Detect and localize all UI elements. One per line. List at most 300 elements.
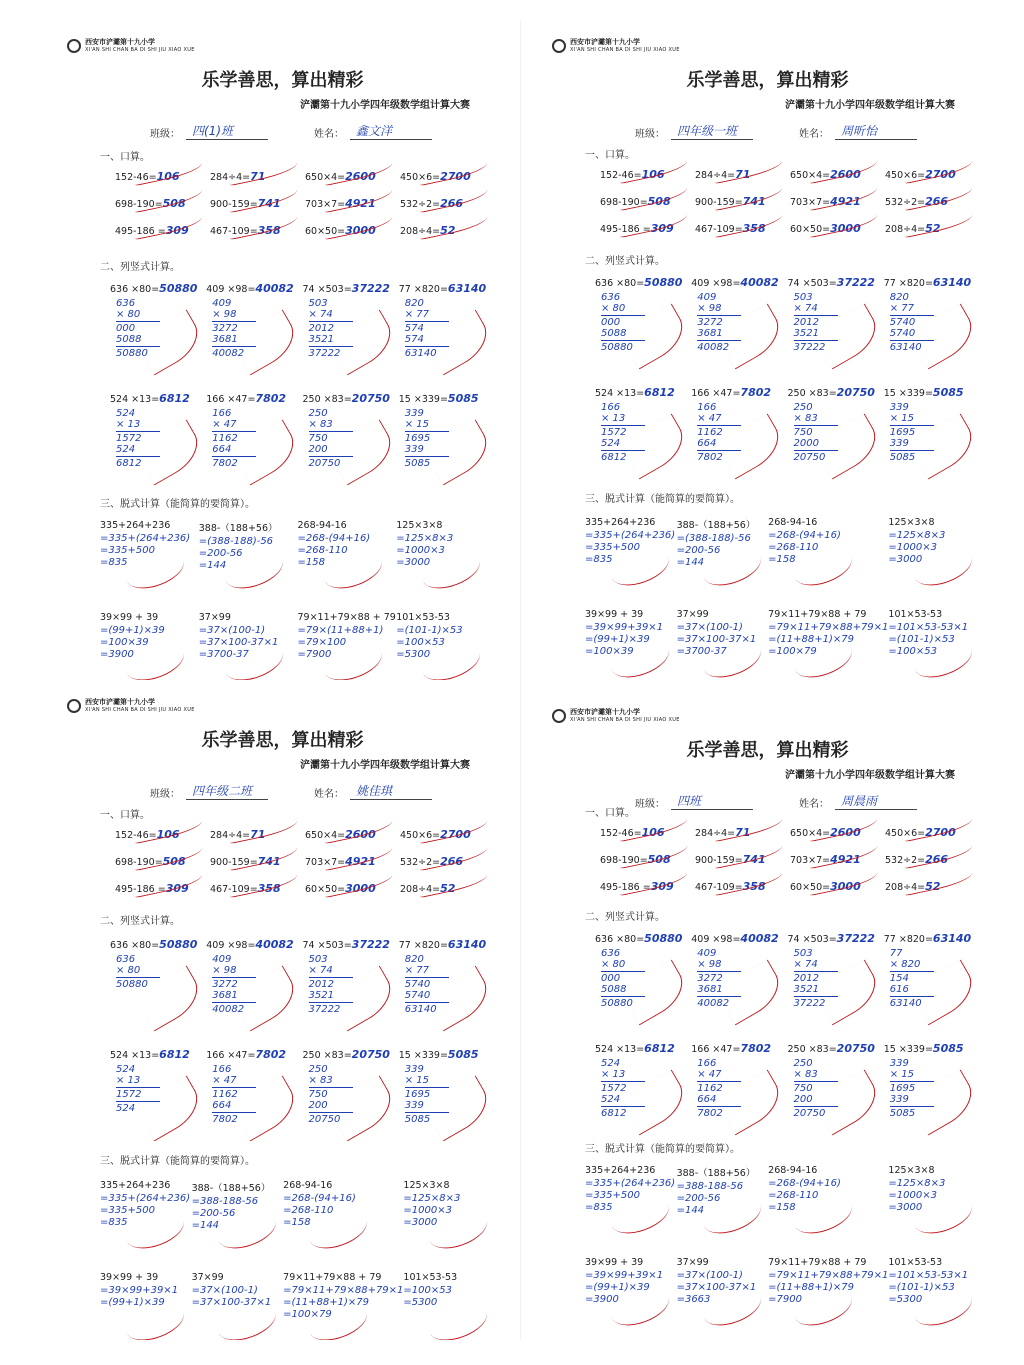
vertical-answer: 50880	[159, 938, 198, 951]
oral-question: 152-46=	[600, 170, 642, 181]
oral-item	[210, 828, 305, 841]
step-line: =79×11+79×88+79×1	[283, 1285, 404, 1296]
work-line: 37222	[308, 348, 341, 359]
work-line: 524	[601, 438, 621, 449]
work-line: 3521	[793, 984, 819, 995]
work-line: 524	[116, 1103, 136, 1114]
simplify-item	[100, 1180, 192, 1272]
name-value: 周昕怡	[835, 122, 917, 140]
simplify-grid	[100, 1180, 495, 1340]
oral-item	[885, 168, 980, 181]
simplify-question: 79×11+79×88 + 79	[297, 612, 396, 623]
oral-item	[695, 826, 790, 839]
work-line: 524	[116, 1064, 136, 1075]
vertical-item	[303, 1048, 399, 1158]
work-line: 5085	[404, 458, 431, 469]
page-divider	[520, 20, 521, 1340]
oral-question: 208÷4=	[400, 226, 441, 237]
vertical-answer: 7802	[740, 386, 772, 399]
vertical-answer: 5085	[932, 386, 964, 399]
oral-question: 650×4=	[790, 170, 831, 181]
step-line: =125×8×3	[888, 530, 946, 541]
step-line: =39×99+39×1	[585, 1270, 664, 1281]
step-line: =100×53	[403, 1285, 452, 1296]
oral-answer: 3000	[345, 882, 376, 895]
oral-question: 450×6=	[400, 830, 441, 841]
vertical-answer: 6812	[644, 386, 675, 399]
simplify-item	[677, 517, 769, 609]
step-line: =7900	[768, 1294, 802, 1305]
vertical-answer: 40082	[740, 276, 779, 289]
oral-item	[210, 170, 305, 183]
calc-rule	[309, 977, 353, 978]
vertical-question: 250 ×83=	[787, 1044, 837, 1055]
step-line: =(11+88+1)×79	[283, 1297, 370, 1308]
step-line: =3900	[100, 649, 134, 660]
oral-item	[400, 224, 495, 237]
work-line: 664	[212, 1100, 232, 1111]
work-line: 3272	[697, 973, 723, 984]
vertical-answer: 63140	[932, 276, 972, 289]
simplify-question: 79×11+79×88 + 79	[768, 609, 867, 620]
vertical-item	[110, 392, 206, 502]
oral-answer: 2700	[440, 170, 471, 183]
oral-answer: 508	[647, 853, 671, 866]
work-line: 503	[793, 292, 813, 303]
simplify-item	[298, 520, 397, 612]
vertical-answer: 5085	[447, 1048, 479, 1061]
vertical-question: 409 ×98=	[691, 278, 741, 289]
work-line: 3681	[212, 334, 238, 345]
name-value: 周晨雨	[835, 792, 917, 810]
class-label: 班级：	[635, 129, 665, 140]
step-line: =(99+1)×39	[100, 625, 165, 636]
vertical-item	[691, 1042, 787, 1152]
oral-answer: 2700	[925, 168, 956, 181]
oral-answer: 2600	[345, 170, 376, 183]
vertical-item	[110, 938, 206, 1048]
oral-item	[695, 222, 790, 235]
step-line: =268-110	[768, 1190, 819, 1201]
vertical-item	[399, 938, 495, 1048]
work-line: 339	[889, 1058, 909, 1069]
oral-question: 650×4=	[305, 830, 346, 841]
oral-answer: 358	[257, 224, 281, 237]
oral-answer: 106	[641, 826, 665, 839]
step-line: =(388-188)-56	[676, 533, 751, 544]
work-line: 339	[889, 438, 909, 449]
vertical-question: 74 ×503=	[302, 284, 352, 295]
step-line: =835	[585, 1202, 613, 1213]
simplify-question: 268-94-16	[297, 520, 347, 531]
oral-answer: 52	[925, 880, 941, 893]
oral-item	[600, 168, 695, 181]
simplify-item	[888, 609, 980, 680]
step-line: =(101-1)×53	[888, 1282, 955, 1293]
vertical-answer: 7802	[255, 392, 287, 405]
step-line: =335+500	[100, 1205, 155, 1216]
step-line: =144	[191, 1220, 220, 1231]
vertical-question: 636 ×80=	[110, 284, 160, 295]
simplify-question: 335+264+236	[585, 1165, 656, 1176]
step-line: =268-(94+16)	[283, 1193, 356, 1204]
oral-answer: 3000	[345, 224, 376, 237]
name-label: 姓名：	[799, 129, 829, 140]
step-line: =(11+88+1)×79	[768, 634, 855, 645]
vertical-item	[303, 392, 399, 502]
class-value: 四班	[671, 792, 753, 810]
work-line: 50880	[116, 979, 148, 990]
simplify-question: 268-94-16	[283, 1180, 333, 1191]
work-line: 820	[404, 954, 424, 965]
work-line: 40082	[697, 998, 730, 1009]
step-line: =5300	[888, 1294, 923, 1305]
oral-item	[695, 853, 790, 866]
oral-answer: 2600	[830, 826, 861, 839]
step-line: =388-188-56	[191, 1196, 259, 1207]
simplify-item	[192, 1180, 284, 1272]
section-simplify-heading: 三、脱式计算（能简算的要简算）。	[585, 494, 740, 505]
step-line: =158	[297, 557, 325, 568]
step-line: =335+(264+236)	[100, 533, 191, 544]
oral-item	[600, 826, 695, 839]
oral-item	[600, 222, 695, 235]
calc-rule	[794, 1081, 838, 1082]
section-oral-heading: 一、口算。	[100, 810, 150, 821]
vertical-answer: 63140	[447, 282, 487, 295]
work-line: 5740	[404, 990, 431, 1001]
vertical-answer: 5085	[447, 392, 479, 405]
work-line: 524	[601, 1094, 621, 1105]
vertical-question: 250 ×83=	[302, 1050, 352, 1061]
oral-item	[305, 170, 400, 183]
simplify-question: 101×53-53	[396, 612, 450, 623]
section-vertical-heading: 二、列竖式计算。	[100, 916, 180, 927]
work-line: 3681	[212, 990, 238, 1001]
oral-question: 467-109=	[210, 226, 258, 237]
calc-rule	[405, 977, 449, 978]
calc-rule	[697, 315, 741, 316]
oral-question: 698-190=	[115, 199, 163, 210]
vertical-item	[595, 932, 691, 1042]
oral-answer: 266	[925, 195, 949, 208]
class-value: 四年级二班	[186, 782, 268, 800]
oral-answer: 2600	[345, 828, 376, 841]
oral-question: 60×50=	[305, 226, 346, 237]
oral-question: 698-190=	[600, 855, 648, 866]
calc-rule	[890, 425, 934, 426]
oral-question: 60×50=	[305, 884, 346, 895]
oral-answer: 106	[156, 170, 180, 183]
oral-answer: 266	[925, 853, 949, 866]
step-line: =37×100-37×1	[191, 1297, 272, 1308]
vertical-question: 166 ×47=	[206, 1050, 256, 1061]
school-name-en: XI'AN SHI CHAN BA DI SHI JIU XIAO XUE	[85, 707, 195, 713]
work-line: 20750	[308, 458, 341, 469]
step-line: =200-56	[676, 1193, 721, 1204]
work-line: 503	[308, 298, 328, 309]
work-line: 636	[116, 298, 136, 309]
work-line: 750	[793, 1083, 813, 1094]
work-line: 409	[212, 298, 232, 309]
section-simplify-heading: 三、脱式计算（能简算的要简算）。	[100, 499, 255, 510]
vertical-question: 636 ×80=	[110, 940, 160, 951]
step-line: =1000×3	[888, 542, 937, 553]
work-line: × 80	[116, 309, 141, 320]
simplify-question: 268-94-16	[768, 1165, 818, 1176]
vertical-answer: 40082	[255, 282, 294, 295]
step-line: =79×(11+88+1)	[297, 625, 384, 636]
work-line: 20750	[793, 1108, 826, 1119]
work-line: × 47	[697, 1069, 722, 1080]
oral-answer: 741	[257, 197, 281, 210]
work-line: 63140	[889, 998, 922, 1009]
simplify-question: 39×99 + 39	[585, 609, 644, 620]
work-line: 524	[116, 444, 136, 455]
work-line: × 74	[793, 303, 818, 314]
step-line: =(99+1)×39	[100, 1297, 165, 1308]
step-line: =335+(264+236)	[585, 1178, 676, 1189]
school-name: 西安市浐灞第十九小学	[570, 38, 640, 46]
school-name: 西安市浐灞第十九小学	[85, 698, 155, 706]
work-line: 6812	[601, 452, 627, 463]
oral-question: 284÷4=	[210, 830, 251, 841]
step-line: =125×8×3	[396, 533, 454, 544]
simplify-question: 125×3×8	[396, 520, 443, 531]
vertical-item	[399, 282, 495, 392]
step-line: =268-(94+16)	[768, 530, 841, 541]
work-line: 636	[601, 948, 621, 959]
vertical-question: 166 ×47=	[206, 394, 256, 405]
page-title: 乐学善思，算出精彩	[686, 70, 849, 91]
calc-rule	[116, 977, 160, 978]
school-seal-icon	[552, 709, 566, 723]
step-line: =125×8×3	[888, 1178, 946, 1189]
oral-grid	[600, 168, 980, 235]
oral-item	[115, 170, 210, 183]
vertical-answer: 50880	[159, 282, 198, 295]
step-line: =268-110	[283, 1205, 334, 1216]
work-line: 339	[889, 402, 909, 413]
step-line: =37×(100-1)	[191, 1285, 258, 1296]
work-line: × 77	[889, 303, 915, 314]
vertical-question: 166 ×47=	[691, 388, 741, 399]
work-line: 20750	[308, 1114, 341, 1125]
class-value: 四年级一班	[671, 122, 753, 140]
oral-item	[115, 855, 210, 868]
calc-rule	[212, 431, 256, 432]
step-line: =3000	[396, 557, 431, 568]
section-oral-heading: 一、口算。	[585, 150, 635, 161]
oral-answer: 52	[925, 222, 941, 235]
work-line: × 15	[889, 1069, 915, 1080]
vertical-item	[206, 938, 302, 1048]
work-line: 40082	[212, 1004, 245, 1015]
simplify-question: 101×53-53	[403, 1272, 458, 1283]
page-title: 乐学善思，算出精彩	[201, 70, 364, 91]
work-line: × 47	[697, 413, 722, 424]
oral-item	[600, 880, 695, 893]
oral-item	[695, 880, 790, 893]
work-line: 2000	[793, 438, 819, 449]
vertical-answer: 37222	[836, 932, 875, 945]
step-line: =3900	[585, 1294, 619, 1305]
simplify-item	[585, 1257, 677, 1340]
oral-question: 650×4=	[790, 828, 831, 839]
vertical-question: 15 ×339=	[398, 394, 448, 405]
work-line: 750	[308, 1089, 328, 1100]
step-line: =(99+1)×39	[585, 634, 650, 645]
oral-item	[210, 855, 305, 868]
work-line: 339	[404, 1100, 424, 1111]
class-label: 班级：	[150, 789, 180, 800]
vertical-question: 77 ×820=	[398, 940, 448, 951]
oral-question: 900-159=	[695, 855, 743, 866]
vertical-answer: 20750	[836, 386, 875, 399]
oral-item	[305, 197, 400, 210]
work-line: 63140	[404, 1004, 437, 1015]
step-line: =3663	[676, 1294, 711, 1305]
work-line: 166	[601, 402, 621, 413]
oral-answer: 741	[742, 195, 766, 208]
oral-question: 532÷2=	[885, 197, 926, 208]
worksheet	[55, 30, 510, 680]
oral-grid	[115, 828, 495, 895]
simplify-question: 39×99 + 39	[585, 1257, 644, 1268]
work-line: × 74	[308, 309, 333, 320]
calc-rule	[405, 431, 449, 432]
step-line: =3000	[888, 554, 923, 565]
vertical-question: 15 ×339=	[398, 1050, 448, 1061]
simplify-question: 268-94-16	[768, 517, 818, 528]
work-line: 200	[308, 1100, 328, 1111]
work-line: 37222	[793, 998, 826, 1009]
step-line: =144	[198, 560, 227, 571]
oral-answer: 4921	[830, 853, 861, 866]
simplify-question: 79×11+79×88 + 79	[283, 1272, 382, 1283]
step-line: =37×100-37×1	[198, 637, 279, 648]
oral-question: 650×4=	[305, 172, 346, 183]
work-line: 636	[116, 954, 136, 965]
work-line: 40082	[212, 348, 245, 359]
simplify-item	[100, 1272, 192, 1340]
page-subtitle: 浐灞第十九小学四年级数学组计算大赛	[785, 100, 955, 111]
step-line: =388-188-56	[676, 1181, 744, 1192]
step-line: =100×79	[283, 1309, 332, 1320]
vertical-item	[884, 276, 980, 386]
simplify-item	[192, 1272, 284, 1340]
step-line: =335+(264+236)	[585, 530, 676, 541]
oral-question: 495-186 =	[115, 884, 166, 895]
oral-question: 532÷2=	[400, 857, 441, 868]
work-line: 1572	[116, 1089, 142, 1100]
oral-item	[695, 195, 790, 208]
work-line: 664	[697, 1094, 717, 1105]
work-line: 5740	[889, 317, 916, 328]
worksheet	[55, 690, 510, 1340]
simplify-item	[888, 517, 980, 609]
school-seal-icon	[552, 39, 566, 53]
oral-item	[210, 224, 305, 237]
step-line: =335+500	[585, 1190, 640, 1201]
oral-item	[790, 880, 885, 893]
work-line: 409	[212, 954, 232, 965]
work-line: 3521	[308, 334, 334, 345]
vertical-answer: 63140	[447, 938, 487, 951]
oral-answer: 2700	[440, 828, 471, 841]
work-line: × 98	[697, 303, 722, 314]
vertical-item	[595, 386, 691, 496]
simplify-question: 125×3×8	[403, 1180, 450, 1191]
oral-answer: 71	[735, 826, 751, 839]
class-label: 班级：	[635, 799, 665, 810]
student-info	[150, 782, 432, 800]
work-line: 40082	[697, 342, 730, 353]
vertical-item	[399, 392, 495, 502]
vertical-item	[691, 932, 787, 1042]
school-logo	[67, 38, 195, 54]
oral-question: 208÷4=	[885, 882, 926, 893]
oral-answer: 4921	[345, 197, 376, 210]
vertical-question: 166 ×47=	[691, 1044, 741, 1055]
work-line: × 77	[404, 309, 430, 320]
oral-answer: 508	[162, 855, 186, 868]
oral-question: 698-190=	[115, 857, 163, 868]
simplify-question: 335+264+236	[585, 517, 656, 528]
oral-item	[305, 224, 400, 237]
section-vertical-heading: 二、列竖式计算。	[100, 262, 180, 273]
simplify-question: 37×99	[198, 612, 231, 623]
work-line: 750	[308, 433, 328, 444]
oral-question: 284÷4=	[210, 172, 251, 183]
vertical-grid	[595, 276, 980, 496]
calc-rule	[890, 971, 934, 972]
oral-item	[695, 168, 790, 181]
vertical-item	[788, 386, 884, 496]
vertical-question: 524 ×13=	[595, 388, 645, 399]
vertical-answer: 20750	[836, 1042, 875, 1055]
oral-answer: 71	[735, 168, 751, 181]
calc-rule	[794, 971, 838, 972]
work-line: 3521	[308, 990, 334, 1001]
work-line: 2012	[308, 323, 334, 334]
work-line: 574	[404, 323, 424, 334]
simplify-question: 101×53-53	[888, 609, 943, 620]
work-line: 524	[116, 408, 136, 419]
oral-answer: 309	[165, 224, 189, 237]
work-line: 616	[889, 984, 909, 995]
calc-rule	[601, 1081, 645, 1082]
vertical-item	[691, 386, 787, 496]
work-line: × 74	[793, 959, 818, 970]
oral-answer: 508	[647, 195, 671, 208]
school-seal-icon	[67, 39, 81, 53]
simplify-question: 79×11+79×88 + 79	[768, 1257, 867, 1268]
work-line: 409	[697, 292, 717, 303]
step-line: =5300	[403, 1297, 438, 1308]
simplify-item	[677, 1165, 769, 1257]
work-line: 250	[793, 402, 813, 413]
step-line: =39×99+39×1	[585, 622, 664, 633]
work-line: 5088	[116, 334, 142, 345]
simplify-item	[403, 1180, 495, 1272]
simplify-question: 39×99 + 39	[100, 1272, 159, 1283]
vertical-answer: 37222	[836, 276, 875, 289]
vertical-question: 74 ×503=	[787, 934, 837, 945]
step-line: =37×(100-1)	[676, 1270, 743, 1281]
vertical-question: 636 ×80=	[595, 278, 645, 289]
oral-question: 450×6=	[400, 172, 441, 183]
